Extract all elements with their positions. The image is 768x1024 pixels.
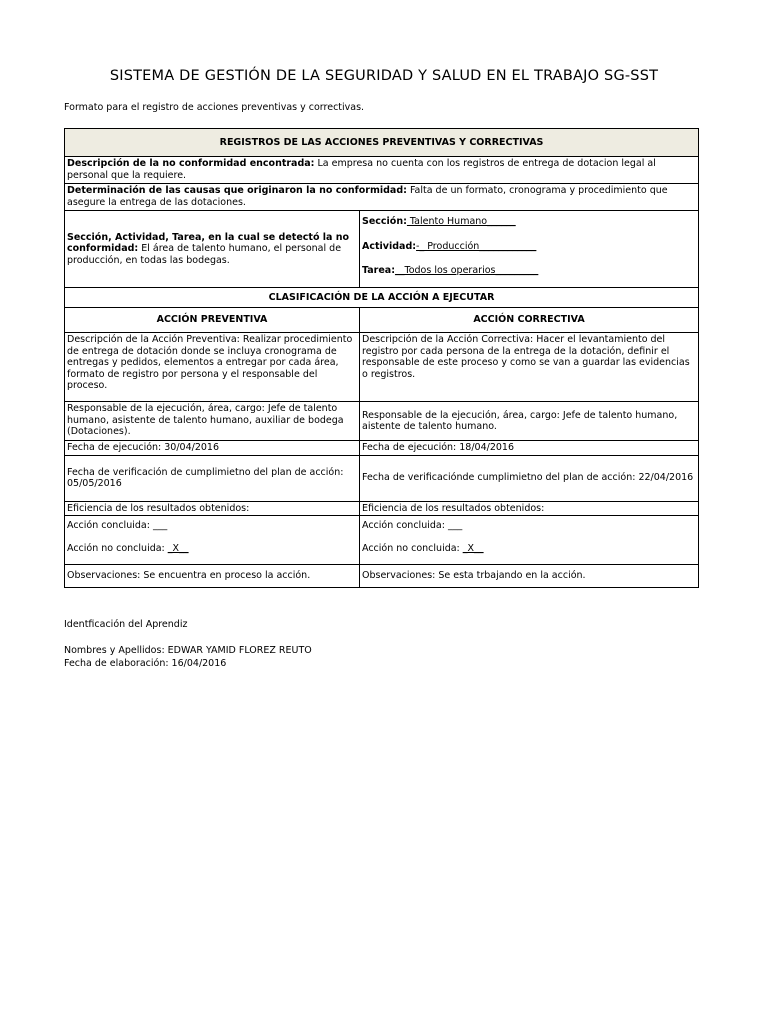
- concluded-label: Acción concluida:: [362, 520, 448, 531]
- nonconformity-value: La empresa no cuenta con los registros de entrega de dotacion legal al personal que la requiere.: [67, 158, 656, 181]
- tarea-value: __Todos los operarios_________: [395, 265, 539, 276]
- preventive-verification-date: Fecha de verificación de cumplimietno del plan de acción: 05/05/2016: [65, 455, 360, 501]
- corrective-observations: Observaciones: Se esta trbajando en la acción.: [360, 565, 699, 588]
- classification-header: CLASIFICACIÓN DE LA ACCIÓN A EJECUTAR: [65, 288, 699, 308]
- not-concluded-mark: _X__: [462, 542, 484, 554]
- section-cell: [65, 211, 360, 288]
- corrective-execution-date: Fecha de ejecución: 18/04/2016: [360, 441, 699, 456]
- section-details-cell: [360, 211, 699, 288]
- corrective-not-concluded: [362, 543, 696, 555]
- actividad-value: -_ Producción____________: [416, 240, 537, 252]
- apprentice-names: Nombres y Apellidos: EDWAR YAMID FLOREZ REUTO: [64, 645, 312, 656]
- corrective-header: ACCIÓN CORRECTIVA: [360, 308, 699, 333]
- document-title: SISTEMA DE GESTIÓN DE LA SEGURIDAD Y SALUD EN EL TRABAJO SG-SST: [109, 68, 659, 84]
- not-concluded-label: Acción no concluida:: [67, 542, 168, 554]
- corrective-status-cell: [360, 516, 699, 565]
- corrective-concluded: [362, 520, 696, 532]
- tarea-field: [362, 265, 696, 277]
- corrective-responsible: Responsable de la ejecución, área, cargo: Jefe de talento humano, aistente de talento humano.: [360, 402, 699, 441]
- preventive-header: ACCIÓN PREVENTIVA: [65, 308, 360, 333]
- seccion-field: [362, 216, 696, 228]
- table-header: REGISTROS DE LAS ACCIONES PREVENTIVAS Y CORRECTIVAS: [65, 129, 699, 157]
- nonconformity-label: Descripción de la no conformidad encontrada:: [67, 158, 315, 169]
- seccion-label: Sección:: [362, 216, 407, 227]
- tarea-label: Tarea:: [362, 265, 396, 276]
- causes-value: Falta de un formato, cronograma y procedimiento que asegure la entrega de las dotaciones.: [67, 185, 668, 208]
- not-concluded-label: Acción no concluida:: [362, 542, 463, 554]
- actividad-field: [362, 241, 696, 253]
- seccion-value: Talento Humano______: [406, 216, 516, 227]
- elaboration-date: Fecha de elaboración: 16/04/2016: [64, 658, 227, 669]
- corrective-description: Descripción de la Acción Correctiva: Hacer el levantamiento del registro por cada persona de la entrega de la dotación, definir el responsable de este proceso y como se van a guardar las evidencias o registros.: [360, 333, 699, 402]
- section-value: El área de talento humano, el personal de producción, en todas las bodegas.: [67, 243, 342, 266]
- apprentice-id-label: Identficación del Aprendiz: [64, 619, 188, 630]
- preventive-responsible: Responsable de la ejecución, área, cargo: Jefe de talento humano, asistente de talento humano, auxiliar de bodega (Dotaciones).: [65, 402, 360, 441]
- preventive-observations: Observaciones: Se encuentra en proceso la acción.: [65, 565, 360, 588]
- nonconformity-row: [65, 157, 699, 184]
- preventive-efficiency: Eficiencia de los resultados obtenidos:: [65, 501, 360, 516]
- preventive-status-cell: [65, 516, 360, 565]
- causes-row: [65, 184, 699, 211]
- corrective-verification-date: Fecha de verificaciónde cumplimietno del plan de acción: 22/04/2016: [360, 455, 699, 501]
- preventive-not-concluded: [67, 543, 357, 555]
- concluded-mark: ___: [152, 520, 168, 531]
- causes-label: Determinación de las causas que originaron la no conformidad:: [67, 185, 407, 196]
- not-concluded-mark: _X__: [167, 542, 189, 554]
- section-label: Sección, Actividad, Tarea, en la cual se detectó la no conformidad:: [67, 231, 350, 255]
- concluded-mark: ___: [447, 520, 463, 531]
- preventive-execution-date: Fecha de ejecución: 30/04/2016: [65, 441, 360, 456]
- concluded-label: Acción concluida:: [67, 520, 153, 531]
- actividad-label: Actividad:: [362, 240, 417, 252]
- actions-table: [64, 128, 699, 588]
- document-subtitle: Formato para el registro de acciones preventivas y correctivas.: [64, 102, 365, 113]
- corrective-efficiency: Eficiencia de los resultados obtenidos:: [360, 501, 699, 516]
- preventive-concluded: [67, 520, 357, 532]
- preventive-description: Descripción de la Acción Preventiva: Realizar procedimiento de entrega de dotación donde se incluya cronograma de entregas y pedidos, elementos a entregar por cada área, formato de registro por persona y el responsable del proceso.: [65, 333, 360, 402]
